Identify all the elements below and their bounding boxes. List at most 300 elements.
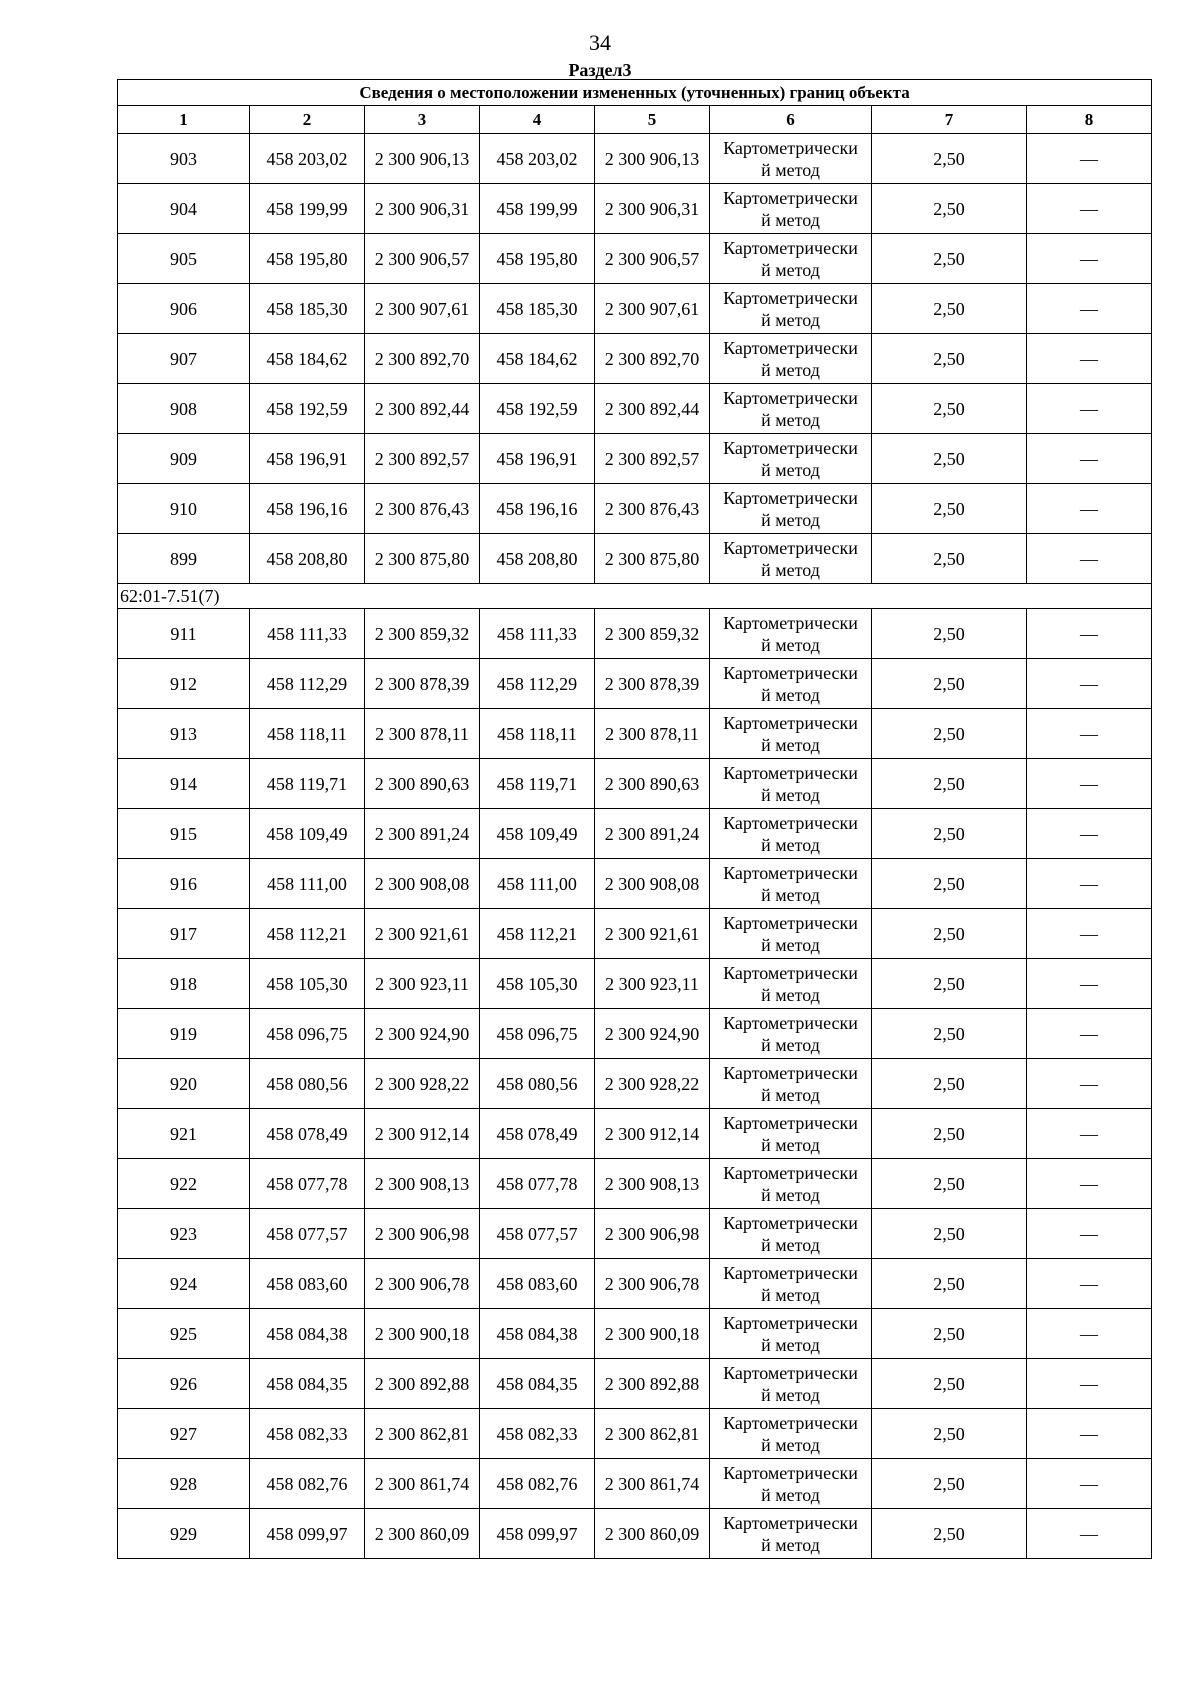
table-row [118,1109,1152,1159]
precision-cell: 2,50 [872,1309,1027,1359]
x-existing-cell: 458 082,33 [250,1409,365,1459]
x-new-cell: 458 203,02 [480,134,595,184]
table-row [118,959,1152,1009]
method-text-line: й метод [761,884,820,905]
x-existing-cell: 458 078,49 [250,1109,365,1159]
y-existing-cell: 2 300 908,08 [365,859,480,909]
point-number-cell: 924 [118,1259,250,1309]
precision-cell: 2,50 [872,1159,1027,1209]
x-new-cell: 458 195,80 [480,234,595,284]
method-text-line: Картометрически [723,712,858,733]
method-text-line: й метод [761,559,820,580]
method-text-line: й метод [761,934,820,955]
x-existing-cell: 458 080,56 [250,1059,365,1109]
point-number-cell: 928 [118,1459,250,1509]
note-cell: — [1027,234,1152,284]
note-cell: — [1027,1259,1152,1309]
method-text-line: й метод [761,359,820,380]
method-text-line: й метод [761,834,820,855]
method-cell [710,184,872,234]
x-existing-cell: 458 196,91 [250,434,365,484]
table-row [118,1459,1152,1509]
point-number-cell: 919 [118,1009,250,1059]
y-new-cell: 2 300 906,57 [595,234,710,284]
y-existing-cell: 2 300 921,61 [365,909,480,959]
method-text-line: й метод [761,1534,820,1555]
x-existing-cell: 458 082,76 [250,1459,365,1509]
x-new-cell: 458 082,76 [480,1459,595,1509]
point-number-cell: 909 [118,434,250,484]
precision-cell: 2,50 [872,1259,1027,1309]
x-new-cell: 458 096,75 [480,1009,595,1059]
method-text-line: й метод [761,984,820,1005]
method-cell [710,1259,872,1309]
note-cell: — [1027,609,1152,659]
point-number-cell: 921 [118,1109,250,1159]
y-new-cell: 2 300 923,11 [595,959,710,1009]
note-cell: — [1027,1009,1152,1059]
point-number-cell: 908 [118,384,250,434]
x-new-cell: 458 196,16 [480,484,595,534]
table-row [118,1409,1152,1459]
x-new-cell: 458 083,60 [480,1259,595,1309]
y-new-cell: 2 300 906,13 [595,134,710,184]
note-cell: — [1027,809,1152,859]
point-number-cell: 927 [118,1409,250,1459]
method-cell [710,659,872,709]
point-number-cell: 913 [118,709,250,759]
y-new-cell: 2 300 906,78 [595,1259,710,1309]
table-row [118,659,1152,709]
note-cell: — [1027,534,1152,584]
method-text-line: й метод [761,1484,820,1505]
x-new-cell: 458 084,38 [480,1309,595,1359]
y-new-cell: 2 300 900,18 [595,1309,710,1359]
table-row [118,759,1152,809]
note-cell: — [1027,1409,1152,1459]
y-existing-cell: 2 300 923,11 [365,959,480,1009]
y-new-cell: 2 300 907,61 [595,284,710,334]
point-number-cell: 899 [118,534,250,584]
y-new-cell: 2 300 928,22 [595,1059,710,1109]
x-existing-cell: 458 119,71 [250,759,365,809]
y-existing-cell: 2 300 859,32 [365,609,480,659]
table-row [118,1359,1152,1409]
x-new-cell: 458 118,11 [480,709,595,759]
y-new-cell: 2 300 892,88 [595,1359,710,1409]
note-cell: — [1027,434,1152,484]
note-cell: — [1027,284,1152,334]
precision-cell: 2,50 [872,759,1027,809]
column-number: 3 [365,106,480,134]
precision-cell: 2,50 [872,334,1027,384]
x-new-cell: 458 111,33 [480,609,595,659]
table-row [118,1009,1152,1059]
method-text-line: Картометрически [723,1362,858,1383]
method-cell [710,1159,872,1209]
y-new-cell: 2 300 906,98 [595,1209,710,1259]
table-row [118,1209,1152,1259]
precision-cell: 2,50 [872,1459,1027,1509]
y-existing-cell: 2 300 890,63 [365,759,480,809]
table-caption: Сведения о местоположении измененных (уточненных) границ объекта [118,80,1152,106]
note-cell: — [1027,909,1152,959]
y-new-cell: 2 300 912,14 [595,1109,710,1159]
method-text-line: Картометрически [723,337,858,358]
method-cell [710,909,872,959]
note-cell: — [1027,1059,1152,1109]
method-cell [710,1509,872,1559]
table-row [118,1509,1152,1559]
y-existing-cell: 2 300 906,13 [365,134,480,184]
note-cell: — [1027,384,1152,434]
x-new-cell: 458 184,62 [480,334,595,384]
x-existing-cell: 458 112,21 [250,909,365,959]
x-existing-cell: 458 099,97 [250,1509,365,1559]
point-number-cell: 925 [118,1309,250,1359]
y-new-cell: 2 300 892,57 [595,434,710,484]
table-row [118,1309,1152,1359]
x-existing-cell: 458 109,49 [250,809,365,859]
note-cell: — [1027,134,1152,184]
x-new-cell: 458 199,99 [480,184,595,234]
note-cell: — [1027,859,1152,909]
table-row [118,809,1152,859]
method-cell [710,534,872,584]
method-text-line: й метод [761,1384,820,1405]
x-existing-cell: 458 096,75 [250,1009,365,1059]
note-cell: — [1027,1209,1152,1259]
x-existing-cell: 458 184,62 [250,334,365,384]
method-text-line: Картометрически [723,387,858,408]
method-text-line: Картометрически [723,962,858,983]
y-new-cell: 2 300 878,11 [595,709,710,759]
y-existing-cell: 2 300 862,81 [365,1409,480,1459]
method-text-line: Картометрически [723,187,858,208]
table-row [118,334,1152,384]
table-row [118,1159,1152,1209]
group-title-row [118,584,1152,609]
x-existing-cell: 458 084,35 [250,1359,365,1409]
x-new-cell: 458 105,30 [480,959,595,1009]
table-row [118,909,1152,959]
precision-cell: 2,50 [872,909,1027,959]
method-cell [710,134,872,184]
table-caption-row [118,80,1152,106]
precision-cell: 2,50 [872,484,1027,534]
method-cell [710,859,872,909]
x-existing-cell: 458 112,29 [250,659,365,709]
y-new-cell: 2 300 875,80 [595,534,710,584]
y-existing-cell: 2 300 892,57 [365,434,480,484]
y-existing-cell: 2 300 860,09 [365,1509,480,1559]
method-text-line: Картометрически [723,1412,858,1433]
method-text-line: й метод [761,1434,820,1455]
method-cell [710,809,872,859]
precision-cell: 2,50 [872,184,1027,234]
precision-cell: 2,50 [872,1359,1027,1409]
point-number-cell: 922 [118,1159,250,1209]
method-text-line: Картометрически [723,862,858,883]
y-existing-cell: 2 300 900,18 [365,1309,480,1359]
method-text-line: й метод [761,1034,820,1055]
method-text-line: Картометрически [723,662,858,683]
x-new-cell: 458 119,71 [480,759,595,809]
note-cell: — [1027,759,1152,809]
method-cell [710,1209,872,1259]
method-text-line: й метод [761,1334,820,1355]
y-new-cell: 2 300 862,81 [595,1409,710,1459]
method-text-line: й метод [761,734,820,755]
method-text-line: й метод [761,684,820,705]
method-text-line: й метод [761,459,820,480]
precision-cell: 2,50 [872,1009,1027,1059]
x-existing-cell: 458 199,99 [250,184,365,234]
method-text-line: й метод [761,1084,820,1105]
note-cell: — [1027,959,1152,1009]
table-row [118,859,1152,909]
point-number-cell: 905 [118,234,250,284]
precision-cell: 2,50 [872,1509,1027,1559]
table-row [118,284,1152,334]
y-new-cell: 2 300 892,44 [595,384,710,434]
group-title: 62:01-7.51(7) [118,584,1152,609]
note-cell: — [1027,484,1152,534]
y-existing-cell: 2 300 906,78 [365,1259,480,1309]
precision-cell: 2,50 [872,434,1027,484]
method-cell [710,1309,872,1359]
table-row [118,484,1152,534]
x-existing-cell: 458 077,78 [250,1159,365,1209]
method-text-line: Картометрически [723,1012,858,1033]
y-existing-cell: 2 300 878,39 [365,659,480,709]
x-new-cell: 458 080,56 [480,1059,595,1109]
boundary-coordinates-table [117,79,1152,1559]
table-row [118,434,1152,484]
x-new-cell: 458 208,80 [480,534,595,584]
table-row [118,184,1152,234]
column-number: 7 [872,106,1027,134]
x-new-cell: 458 109,49 [480,809,595,859]
x-existing-cell: 458 208,80 [250,534,365,584]
point-number-cell: 912 [118,659,250,709]
column-number: 2 [250,106,365,134]
method-text-line: Картометрически [723,912,858,933]
y-existing-cell: 2 300 875,80 [365,534,480,584]
method-cell [710,1459,872,1509]
point-number-cell: 918 [118,959,250,1009]
y-new-cell: 2 300 892,70 [595,334,710,384]
y-existing-cell: 2 300 892,70 [365,334,480,384]
table-row [118,709,1152,759]
method-cell [710,334,872,384]
method-text-line: Картометрически [723,1512,858,1533]
precision-cell: 2,50 [872,384,1027,434]
method-text-line: й метод [761,634,820,655]
method-cell [710,759,872,809]
table-body [118,134,1152,1559]
x-existing-cell: 458 084,38 [250,1309,365,1359]
method-text-line: й метод [761,1234,820,1255]
column-number: 4 [480,106,595,134]
precision-cell: 2,50 [872,1209,1027,1259]
method-text-line: Картометрически [723,1262,858,1283]
x-new-cell: 458 112,29 [480,659,595,709]
method-cell [710,434,872,484]
precision-cell: 2,50 [872,1059,1027,1109]
x-existing-cell: 458 111,00 [250,859,365,909]
y-existing-cell: 2 300 906,98 [365,1209,480,1259]
y-existing-cell: 2 300 928,22 [365,1059,480,1109]
y-existing-cell: 2 300 892,44 [365,384,480,434]
table-row [118,1259,1152,1309]
method-text-line: Картометрически [723,762,858,783]
point-number-cell: 917 [118,909,250,959]
method-text-line: Картометрически [723,437,858,458]
y-existing-cell: 2 300 878,11 [365,709,480,759]
y-new-cell: 2 300 908,08 [595,859,710,909]
point-number-cell: 903 [118,134,250,184]
note-cell: — [1027,1459,1152,1509]
method-text-line: Картометрически [723,612,858,633]
point-number-cell: 915 [118,809,250,859]
y-new-cell: 2 300 908,13 [595,1159,710,1209]
x-existing-cell: 458 083,60 [250,1259,365,1309]
method-text-line: й метод [761,1184,820,1205]
x-existing-cell: 458 105,30 [250,959,365,1009]
method-text-line: й метод [761,309,820,330]
y-existing-cell: 2 300 906,31 [365,184,480,234]
y-existing-cell: 2 300 892,88 [365,1359,480,1409]
precision-cell: 2,50 [872,659,1027,709]
y-existing-cell: 2 300 891,24 [365,809,480,859]
precision-cell: 2,50 [872,1109,1027,1159]
note-cell: — [1027,1159,1152,1209]
method-text-line: Картометрически [723,1112,858,1133]
note-cell: — [1027,1509,1152,1559]
x-new-cell: 458 082,33 [480,1409,595,1459]
precision-cell: 2,50 [872,134,1027,184]
precision-cell: 2,50 [872,959,1027,1009]
page-number: 34 [589,30,611,55]
point-number-cell: 906 [118,284,250,334]
note-cell: — [1027,659,1152,709]
method-text-line: й метод [761,1284,820,1305]
y-existing-cell: 2 300 861,74 [365,1459,480,1509]
note-cell: — [1027,1109,1152,1159]
point-number-cell: 929 [118,1509,250,1559]
method-text-line: й метод [761,784,820,805]
x-new-cell: 458 112,21 [480,909,595,959]
y-new-cell: 2 300 921,61 [595,909,710,959]
y-new-cell: 2 300 859,32 [595,609,710,659]
column-number: 1 [118,106,250,134]
x-existing-cell: 458 118,11 [250,709,365,759]
y-existing-cell: 2 300 906,57 [365,234,480,284]
y-existing-cell: 2 300 876,43 [365,484,480,534]
method-text-line: Картометрически [723,1062,858,1083]
note-cell: — [1027,184,1152,234]
y-existing-cell: 2 300 912,14 [365,1109,480,1159]
y-new-cell: 2 300 890,63 [595,759,710,809]
y-new-cell: 2 300 924,90 [595,1009,710,1059]
note-cell: — [1027,1309,1152,1359]
x-new-cell: 458 111,00 [480,859,595,909]
method-text-line: Картометрически [723,1162,858,1183]
point-number-cell: 916 [118,859,250,909]
point-number-cell: 923 [118,1209,250,1259]
point-number-cell: 907 [118,334,250,384]
point-number-cell: 911 [118,609,250,659]
x-new-cell: 458 192,59 [480,384,595,434]
column-numbers-row [118,106,1152,134]
point-number-cell: 910 [118,484,250,534]
precision-cell: 2,50 [872,534,1027,584]
precision-cell: 2,50 [872,809,1027,859]
method-text-line: й метод [761,259,820,280]
method-text-line: Картометрически [723,287,858,308]
method-cell [710,234,872,284]
table-row [118,384,1152,434]
x-existing-cell: 458 185,30 [250,284,365,334]
method-text-line: Картометрически [723,487,858,508]
section-title: Раздел3 [568,60,632,80]
method-cell [710,1009,872,1059]
method-cell [710,484,872,534]
precision-cell: 2,50 [872,234,1027,284]
note-cell: — [1027,1359,1152,1409]
method-text-line: й метод [761,209,820,230]
method-cell [710,709,872,759]
method-text-line: Картометрически [723,1312,858,1333]
table-row [118,134,1152,184]
y-existing-cell: 2 300 908,13 [365,1159,480,1209]
method-text-line: й метод [761,1134,820,1155]
column-number: 5 [595,106,710,134]
method-cell [710,1409,872,1459]
table-row [118,234,1152,284]
y-new-cell: 2 300 861,74 [595,1459,710,1509]
x-new-cell: 458 077,78 [480,1159,595,1209]
method-text-line: й метод [761,159,820,180]
x-new-cell: 458 084,35 [480,1359,595,1409]
x-new-cell: 458 196,91 [480,434,595,484]
table-row [118,609,1152,659]
method-text-line: Картометрически [723,237,858,258]
precision-cell: 2,50 [872,709,1027,759]
x-new-cell: 458 099,97 [480,1509,595,1559]
method-cell [710,959,872,1009]
method-cell [710,609,872,659]
x-existing-cell: 458 111,33 [250,609,365,659]
y-new-cell: 2 300 891,24 [595,809,710,859]
method-cell [710,1359,872,1409]
x-existing-cell: 458 196,16 [250,484,365,534]
method-text-line: й метод [761,509,820,530]
table-row [118,1059,1152,1109]
point-number-cell: 920 [118,1059,250,1109]
x-existing-cell: 458 192,59 [250,384,365,434]
x-existing-cell: 458 195,80 [250,234,365,284]
y-existing-cell: 2 300 907,61 [365,284,480,334]
x-existing-cell: 458 203,02 [250,134,365,184]
y-new-cell: 2 300 876,43 [595,484,710,534]
method-text-line: Картометрически [723,812,858,833]
y-existing-cell: 2 300 924,90 [365,1009,480,1059]
method-cell [710,284,872,334]
precision-cell: 2,50 [872,859,1027,909]
method-cell [710,384,872,434]
